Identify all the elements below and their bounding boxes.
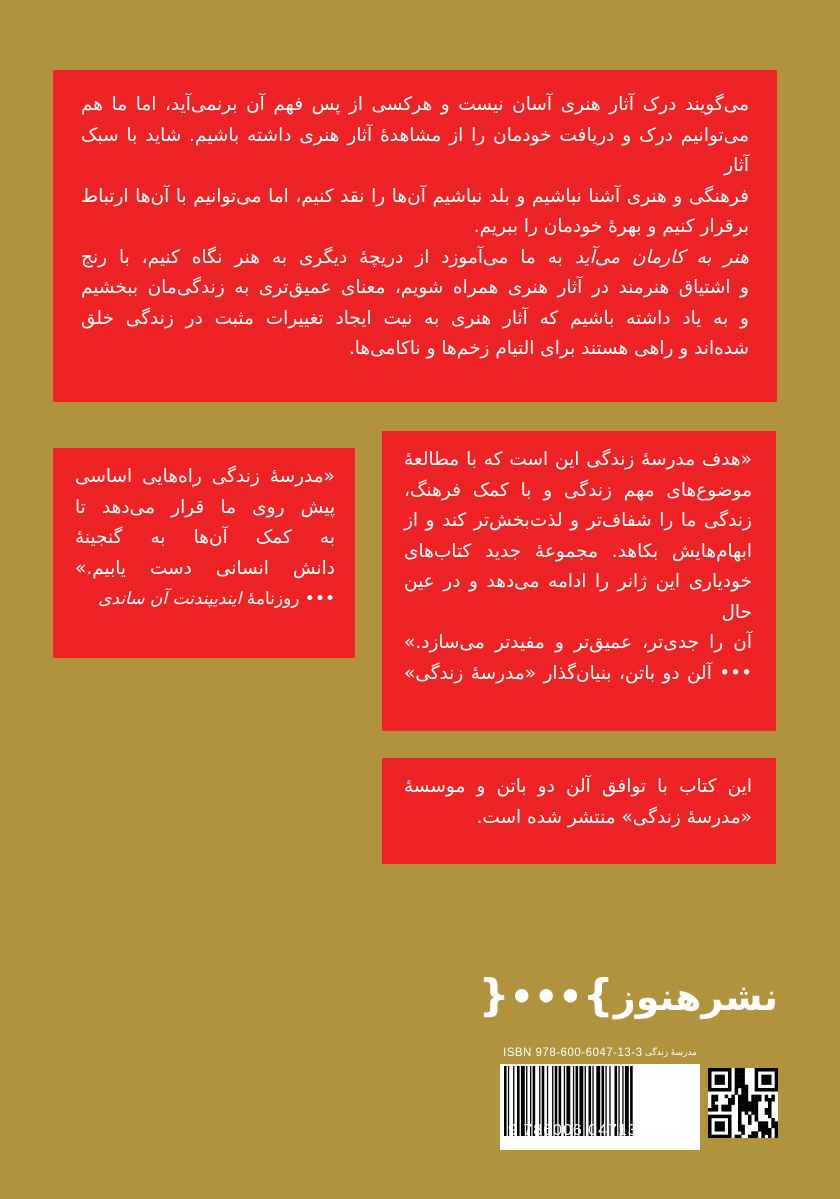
newspaper-name: ایندیپندنت آن ساندی	[98, 589, 242, 609]
quote-line: دانش انسانی دست یابیم.»	[75, 557, 335, 579]
description-line: فرهنگی و هنری آشنا نباشیم و بلد نباشیم آن‌ها را نقد کنیم، اما می‌توانیم با آن‌ها ارتباط	[81, 185, 749, 207]
quote-box-de-botton	[382, 431, 776, 731]
description-box	[53, 70, 777, 402]
quote-attribution	[75, 584, 335, 615]
note-line: «مدرسهٔ زندگی» منتشر شده است.	[476, 806, 752, 828]
description-line-rest: به ما می‌آموزد از دریچهٔ دیگری به هنر نگاه کنیم، با رنج	[81, 246, 575, 268]
quote-line: «هدف مدرسهٔ زندگی این است که با مطالعهٔ	[404, 449, 752, 470]
logo-dots: •••	[509, 975, 583, 1019]
quote-line: آن را جدی‌تر، عمیق‌تر و مفیدتر می‌سازد.»	[404, 632, 752, 653]
quote-line: زندگی ما را شفاف‌تر و لذت‌بخش‌تر کند و از	[404, 510, 752, 531]
quote-box-independent	[53, 448, 355, 658]
quote-line: به کمک آن‌ها به گنجینهٔ	[75, 527, 335, 548]
description-line: و اشتیاق هنرمند در آثار هنری همراه شویم، معنای عمیق‌تری به زندگی‌مان ببخشیم	[81, 277, 749, 298]
quote-line: ابهام‌هایش بکاهد. مجموعهٔ جدید کتاب‌های	[404, 540, 752, 562]
description-line	[81, 243, 749, 274]
logo-brace-left: }	[582, 970, 614, 1021]
publisher-logo	[478, 968, 778, 1024]
isbn-row	[503, 1047, 703, 1063]
publication-note-box	[382, 758, 776, 864]
description-line: می‌گویند درک آثار هنری آسان نیست و هرکسی از پس فهم آن برنمی‌آید، اما ما هم	[81, 94, 749, 115]
publisher-name: نشرهنوز	[613, 975, 778, 1019]
description-line: و به یاد داشته باشیم که آثار هنری به نیت ایجاد تغییرات مثبت در زندگی خلق	[81, 307, 749, 329]
quote-attribution: ••• آلن دو باتن، بنیان‌گذار «مدرسهٔ زندگی»	[404, 662, 752, 684]
quote-line: خودیاری این ژانر را ادامه می‌دهد و در عین حال	[404, 571, 752, 623]
note-line: این کتاب با توافق آلن دو باتن و موسسهٔ	[404, 776, 752, 797]
barcode-number: 9 786006 047133	[508, 1122, 648, 1139]
description-line: شده‌اند و راهی هستند برای التیام زخم‌ها و ناکامی‌ها.	[348, 338, 749, 359]
attribution-prefix: ••• روزنامهٔ	[241, 589, 335, 609]
book-title-italic: هنر به کارمان می‌آید	[574, 246, 749, 268]
isbn-series-label: مدرسهٔ زندگی	[644, 1047, 697, 1057]
description-line: می‌توانیم درک و دریافت خودمان را از مشاهدهٔ آثار هنری داشته باشیم. شاید با سبک آثار	[81, 124, 749, 176]
logo-brace-right: {	[478, 970, 510, 1021]
qr-code-icon	[708, 1068, 778, 1138]
isbn-text: ISBN 978-600-6047-13-3	[503, 1047, 643, 1059]
quote-line: پیش روی ما قرار می‌دهد تا	[75, 496, 335, 518]
quote-line: «مدرسهٔ زندگی راه‌هایی اساسی	[75, 466, 335, 487]
description-line: برقرار کنیم و بهرهٔ خودمان را ببریم.	[473, 216, 749, 237]
quote-line: موضوع‌های مهم زندگی و با کمک فرهنگ،	[404, 479, 752, 501]
